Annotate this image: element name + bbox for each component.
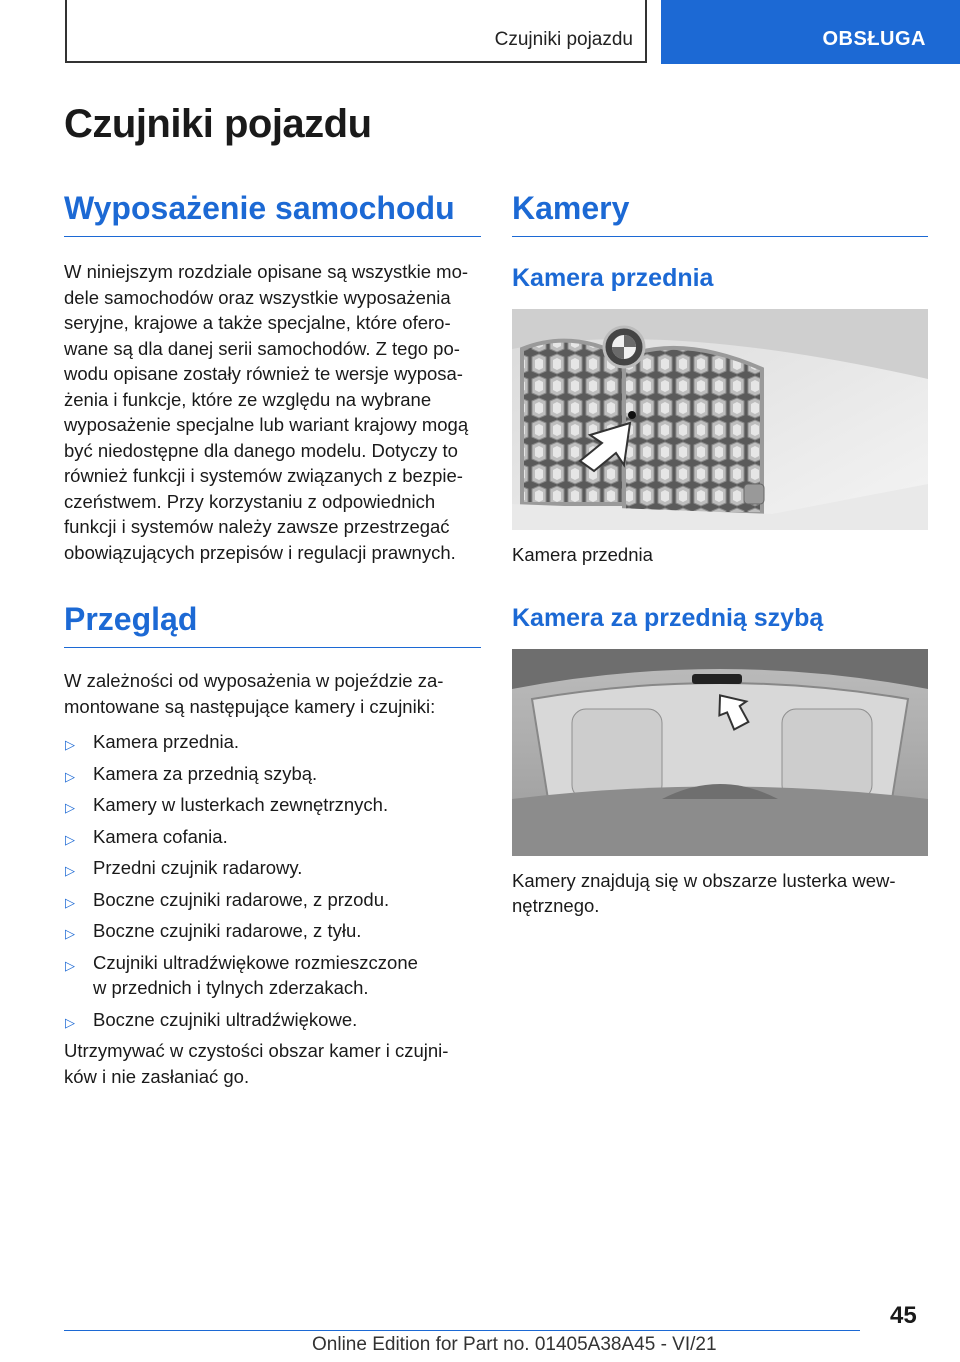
equipment-paragraph [64, 259, 481, 565]
page-number: 45 [890, 1302, 917, 1329]
text-line: W niniejszym rozdziale opisane są wszystkie mo‐ [64, 261, 469, 282]
heading-equipment: Wyposażenie samochodu [64, 190, 481, 237]
text-line: również funkcji i systemów związanych z bezpie‐ [64, 465, 463, 486]
header-chapter-label: OBSŁUGA [822, 28, 926, 50]
header-section-box [65, 0, 647, 63]
list-item [64, 950, 481, 1001]
footer-edition[interactable]: Online Edition for Part no. 01405A38A45 - VI/21 [312, 1334, 717, 1355]
triangle-outline-icon: ▷ [65, 831, 75, 847]
list-item [64, 887, 481, 913]
triangle-outline-icon: ▷ [65, 1014, 75, 1030]
triangle-outline-icon: ▷ [65, 768, 75, 784]
text-line: Kamera przednia. [93, 731, 240, 752]
heading-front-camera: Kamera przednia [512, 264, 714, 292]
text-line: wane są dla danej serii samochodów. Z tego po‐ [64, 337, 460, 359]
text-line: Boczne czujniki ultradźwiękowe. [93, 1008, 358, 1030]
header-chapter-tab[interactable] [661, 0, 960, 64]
text-line: Kamery w lusterkach zewnętrznych. [93, 794, 389, 815]
text-line: w przednich i tylnych zderzakach. [93, 977, 369, 998]
text-line: obowiązujących przepisów i regulacji prawnych. [64, 541, 456, 563]
windscreen-camera-photo [512, 649, 928, 856]
text-line: być niedostępne dla danego modelu. Dotyczy to [64, 439, 458, 461]
triangle-outline-icon: ▷ [65, 800, 75, 815]
text-line: W zależności od wyposażenia w pojeździe za‐ [64, 670, 444, 691]
text-line: Kamera przednia [512, 544, 653, 565]
text-line: ków i nie zasłaniać go. [64, 1065, 250, 1087]
front-camera-photo [512, 309, 928, 530]
text-line: dele samochodów oraz wszystkie wyposażenia [64, 286, 451, 308]
list-item [64, 761, 481, 787]
windscreen-camera-caption [512, 868, 928, 919]
heading-cameras: Kamery [512, 190, 928, 237]
heading-windscreen-camera: Kamera za przednią szybą [512, 603, 824, 632]
list-item [64, 824, 481, 850]
text-line: funkcji i systemów należy zawsze przestrzegać [64, 516, 450, 537]
list-item [64, 1007, 481, 1033]
list-item [64, 918, 481, 944]
text-line: Czujniki ultradźwiękowe rozmieszczone [93, 951, 418, 973]
text-line: wyposażenie specjalne lub wariant krajowy mogą [64, 414, 469, 435]
list-item [64, 729, 481, 755]
list-item [64, 855, 481, 881]
overview-intro [64, 668, 481, 719]
text-line: Boczne czujniki radarowe, z tyłu. [93, 920, 362, 941]
heading-overview: Przegląd [64, 601, 481, 648]
left-column [64, 190, 481, 1089]
text-line: montowane są następujące kamery i czujniki: [64, 695, 436, 717]
header-section-title: Czujniki pojazdu [494, 29, 633, 50]
text-line: wodu opisane zostały również te wersje wyposa‐ [64, 363, 463, 384]
triangle-outline-icon: ▷ [65, 863, 75, 878]
text-line: Kamera za przednią szybą. [93, 762, 318, 784]
text-line: Kamera cofania. [93, 825, 228, 847]
text-line: Przedni czujnik radarowy. [93, 857, 303, 878]
triangle-outline-icon: ▷ [65, 894, 75, 910]
footer-divider [64, 1330, 860, 1331]
overview-note [64, 1038, 481, 1089]
text-line: Boczne czujniki radarowe, z przodu. [93, 888, 390, 910]
right-column [512, 190, 928, 919]
triangle-outline-icon: ▷ [65, 957, 75, 973]
list-item [64, 792, 481, 818]
text-line: seryjne, krajowe a także specjalne, które ofero‐ [64, 312, 451, 333]
text-line: żenia i funkcje, które ze względu na wybrane [64, 388, 432, 410]
triangle-outline-icon: ▷ [65, 926, 75, 941]
text-line: nętrznego. [512, 895, 600, 916]
text-line: czeństwem. Przy korzystaniu z odpowiednich [64, 490, 436, 512]
text-line: Utrzymywać w czystości obszar kamer i czujni‐ [64, 1040, 449, 1061]
front-camera-caption [512, 542, 928, 568]
page-title: Czujniki pojazdu [64, 102, 372, 146]
triangle-outline-icon: ▷ [65, 737, 75, 752]
text-line: Kamery znajdują się w obszarze lusterka wew‐ [512, 869, 896, 891]
sensor-list [64, 729, 481, 1032]
